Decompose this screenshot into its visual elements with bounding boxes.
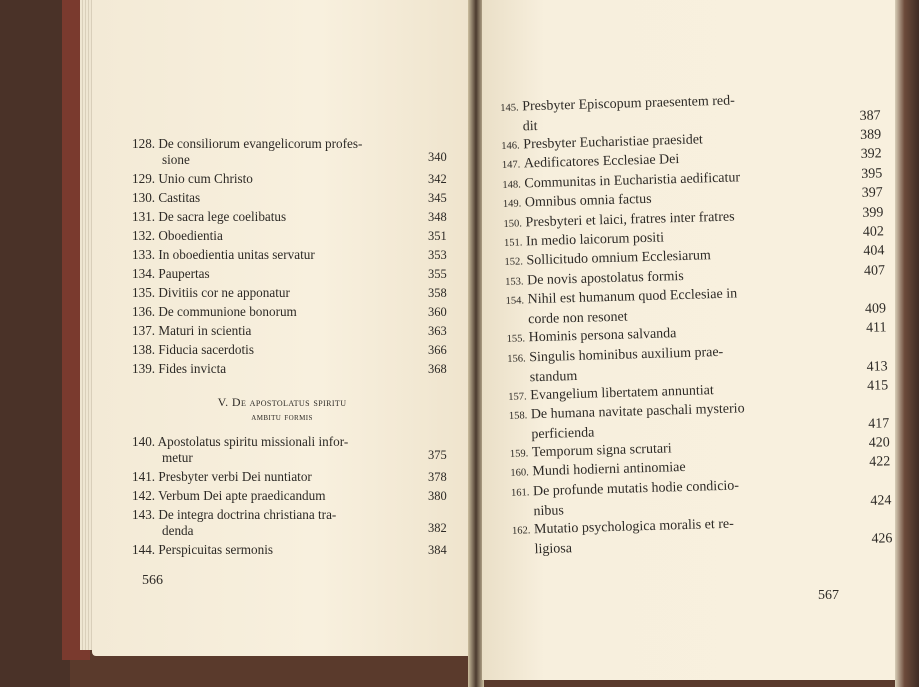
toc-entry xyxy=(132,469,312,485)
toc-entry-title: De consiliorum evangelicorum profes- xyxy=(158,136,363,151)
toc-entry-continuation: perficienda xyxy=(531,425,595,443)
toc-entry-number: 143. xyxy=(132,507,159,522)
toc-entry-page: 345 xyxy=(428,191,447,205)
toc-entry-page: 353 xyxy=(428,248,447,262)
toc-entry-number: 149. xyxy=(502,198,522,211)
toc-entry-number: 153. xyxy=(504,276,524,288)
toc-entry-number: 154. xyxy=(505,295,525,308)
toc-entry-number: 158. xyxy=(508,410,528,422)
toc-entry-page: 407 xyxy=(863,263,886,279)
section-heading xyxy=(152,395,412,423)
toc-entry-page: 395 xyxy=(861,166,883,182)
section-heading-line-2: ambitu formis xyxy=(251,412,313,423)
toc-entry-continuation: standum xyxy=(529,368,578,385)
toc-entry-title: Temporum signa scrutari xyxy=(531,441,672,461)
toc-entry-page: 402 xyxy=(862,224,885,240)
toc-entry-title: Fiducia sacerdotis xyxy=(158,342,254,357)
toc-entry-title: Unio cum Christo xyxy=(158,171,253,186)
toc-entry-title: De communione bonorum xyxy=(158,304,297,319)
toc-entry-continuation: sione xyxy=(162,152,190,167)
toc-entry-page: 387 xyxy=(859,108,881,124)
toc-entry-page: 378 xyxy=(428,470,447,484)
toc-entry-page: 389 xyxy=(859,127,882,143)
toc-entry xyxy=(132,507,336,523)
toc-entry-page: 368 xyxy=(428,362,447,376)
toc-entry xyxy=(132,209,286,225)
toc-entry-page: 424 xyxy=(870,492,892,509)
toc-entry-page: 409 xyxy=(864,301,887,318)
toc-entry xyxy=(132,285,290,301)
toc-entry-title: Oboedientia xyxy=(158,228,223,243)
toc-entry-page: 420 xyxy=(868,435,890,451)
toc-entry-number: 137. xyxy=(132,323,159,338)
toc-entry-number: 152. xyxy=(504,256,524,269)
toc-entry-page: 422 xyxy=(869,454,891,471)
right-toc-list xyxy=(500,87,893,558)
toc-entry-page: 426 xyxy=(871,530,893,547)
toc-entry-page: 375 xyxy=(428,448,447,462)
toc-entry-number: 144. xyxy=(132,542,159,557)
toc-entry-number: 151. xyxy=(503,237,523,249)
toc-entry-page: 342 xyxy=(428,172,447,186)
toc-entry-title: Mutatio psychologica moralis et re- xyxy=(533,516,735,537)
toc-entry-page: 399 xyxy=(862,204,884,221)
toc-entry-number: 132. xyxy=(132,228,159,243)
toc-entry-continuation: metur xyxy=(162,450,193,465)
right-page xyxy=(482,0,897,680)
toc-entry-page: 384 xyxy=(428,543,447,557)
toc-entry-title: In medio laicorum positi xyxy=(525,230,665,250)
toc-entry-page: 392 xyxy=(860,146,882,163)
toc-entry-number: 130. xyxy=(132,190,159,205)
toc-entry-number: 134. xyxy=(132,266,159,281)
toc-entry-page: 363 xyxy=(428,324,447,338)
toc-entry xyxy=(132,247,315,263)
toc-entry xyxy=(132,190,200,206)
toc-entry-number: 159. xyxy=(509,448,529,460)
toc-entry-number: 129. xyxy=(132,171,159,186)
toc-entry-number: 131. xyxy=(132,209,159,224)
toc-entry-page: 417 xyxy=(868,416,890,432)
toc-entry-page: 360 xyxy=(428,305,447,319)
toc-entry-number: 147. xyxy=(501,159,521,172)
toc-entry-continuation: corde non resonet xyxy=(527,309,628,328)
toc-entry-title: Sollicitudo omnium Ecclesiarum xyxy=(526,248,712,269)
toc-entry-number: 145. xyxy=(500,102,519,114)
left-page xyxy=(92,0,470,656)
toc-entry-title: De integra doctrina christiana tra- xyxy=(158,507,337,522)
background-left xyxy=(0,0,70,687)
toc-entry-continuation: denda xyxy=(162,523,194,538)
toc-entry-title: Evangelium libertatem annuntiat xyxy=(530,382,714,403)
toc-entry-title: Verbum Dei apte praedicandum xyxy=(158,488,326,503)
toc-entry xyxy=(132,323,251,339)
toc-entry-title: Presbyter verbi Dei nuntiator xyxy=(158,469,312,484)
toc-entry-number: 161. xyxy=(510,487,530,499)
toc-entry-number: 133. xyxy=(132,247,159,262)
toc-entry-page: 404 xyxy=(863,243,885,260)
toc-entry-title: De profunde mutatis hodie condicio- xyxy=(532,478,740,499)
toc-entry-number: 140. xyxy=(132,434,158,449)
toc-entry xyxy=(132,434,348,450)
toc-entry-title: Nihil est humanum quod Ecclesiae in xyxy=(527,286,738,308)
toc-entry-number: 155. xyxy=(506,333,526,346)
toc-entry xyxy=(132,342,254,358)
toc-entry-title: De sacra lege coelibatus xyxy=(158,209,287,224)
toc-entry-number: 141. xyxy=(132,469,159,484)
toc-entry-number: 157. xyxy=(508,390,527,403)
toc-entry-number: 148. xyxy=(502,179,521,191)
toc-entry-number: 162. xyxy=(511,525,531,537)
toc-entry xyxy=(132,136,362,152)
toc-entry-continuation: ligiosa xyxy=(534,540,573,557)
toc-entry-title: Presbyteri et laici, fratres inter fratres xyxy=(525,209,735,230)
toc-entry-title: Paupertas xyxy=(158,266,210,281)
toc-entry-number: 128. xyxy=(132,136,159,151)
toc-entry-title: Perspicuitas sermonis xyxy=(158,542,274,557)
toc-entry-title: Apostolatus spiritu missionali infor- xyxy=(157,434,349,449)
toc-entry-title: De humana navitate paschali mysterio xyxy=(530,401,745,423)
page-stack-right xyxy=(895,0,919,687)
toc-entry-number: 139. xyxy=(132,361,159,376)
toc-entry-number: 142. xyxy=(132,488,159,503)
toc-entry-page: 397 xyxy=(861,185,884,202)
section-heading-line-1: V. De apostolatus spiritu xyxy=(217,395,347,409)
page-number-left: 566 xyxy=(142,573,163,588)
toc-entry-page: 348 xyxy=(428,210,447,224)
toc-entry xyxy=(132,304,297,320)
toc-entry-title: Hominis persona salvanda xyxy=(528,326,677,346)
toc-entry-title: In oboedientia unitas servatur xyxy=(158,247,315,262)
toc-entry-page: 355 xyxy=(428,267,447,281)
page-number-right: 567 xyxy=(818,588,839,603)
toc-entry-number: 146. xyxy=(501,140,520,152)
toc-entry-number: 136. xyxy=(132,304,159,319)
toc-entry-title: Presbyter Episcopum praesentem red- xyxy=(522,93,736,115)
toc-entry-number: 150. xyxy=(503,218,523,230)
toc-entry xyxy=(132,266,210,282)
toc-entry-title: De novis apostolatus formis xyxy=(526,268,684,289)
toc-entry-page: 340 xyxy=(428,150,447,164)
toc-entry-continuation: dit xyxy=(522,118,538,135)
toc-entry-title: Fides invicta xyxy=(158,361,227,376)
toc-entry-page: 380 xyxy=(428,489,447,503)
toc-entry-number: 135. xyxy=(132,285,159,300)
toc-entry-page: 413 xyxy=(866,358,888,375)
toc-entry xyxy=(132,171,253,187)
toc-entry-page: 366 xyxy=(428,343,447,357)
toc-entry-number: 156. xyxy=(507,352,526,365)
toc-entry-title: Divitiis cor ne apponatur xyxy=(158,285,290,300)
toc-entry-title: Mundi hodierni antinomiae xyxy=(532,460,686,480)
toc-entry xyxy=(132,361,226,377)
toc-entry-page: 358 xyxy=(428,286,447,300)
toc-entry-title: Singulis hominibus auxilium prae- xyxy=(529,344,724,365)
toc-entry-title: Aedificatores Ecclesiae Dei xyxy=(523,152,680,172)
toc-entry-page: 382 xyxy=(428,521,447,535)
toc-entry-number: 138. xyxy=(132,342,159,357)
toc-entry-continuation: nibus xyxy=(533,503,565,519)
toc-entry-title: Communitas in Eucharistia aedificatur xyxy=(524,170,741,192)
toc-entry-title: Castitas xyxy=(158,190,201,205)
toc-entry-title: Maturi in scientia xyxy=(158,323,252,338)
toc-entry-title: Omnibus omnia factus xyxy=(524,191,652,211)
toc-entry-title: Presbyter Eucharistiae praesidet xyxy=(523,132,704,153)
toc-entry-number: 160. xyxy=(510,467,530,480)
toc-entry xyxy=(132,488,325,504)
toc-entry-page: 415 xyxy=(866,377,889,394)
toc-entry xyxy=(132,542,273,558)
toc-entry xyxy=(132,228,223,244)
toc-entry-page: 411 xyxy=(865,320,887,336)
toc-entry-page: 351 xyxy=(428,229,447,243)
